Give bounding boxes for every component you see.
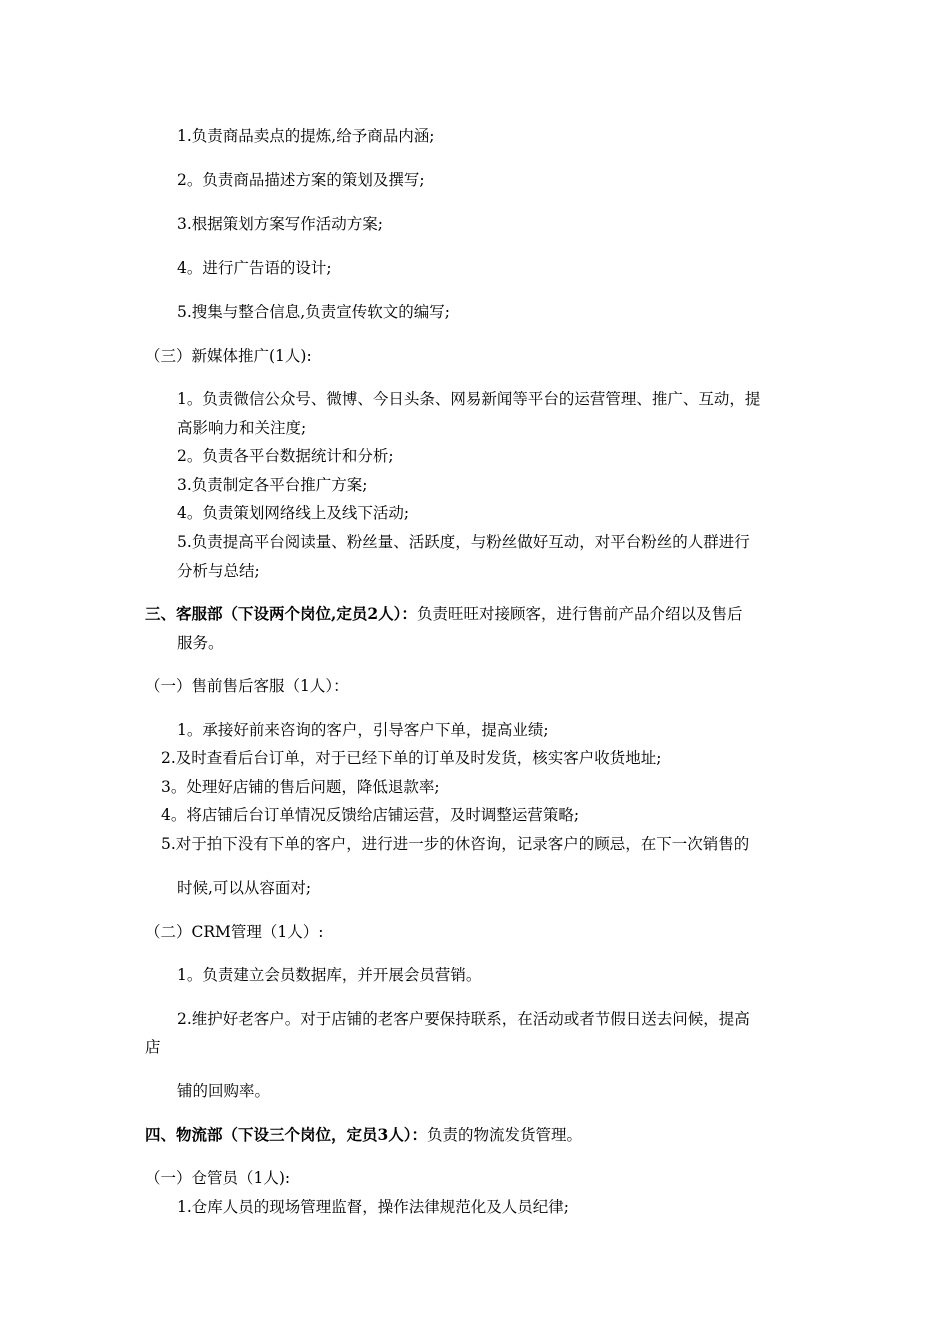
subsection-heading: （一）售前售后客服（1人）：: [145, 677, 349, 695]
list-item: 1.仓库人员的现场管理监督，操作法律规范化及人员纪律;: [177, 1198, 570, 1216]
list-item: 1.负责商品卖点的提炼,给予商品内涵;: [177, 127, 435, 145]
section-description: 负责的物流发货管理。: [427, 1126, 583, 1144]
list-item: 3.根据策划方案写作活动方案;: [177, 215, 384, 233]
section-description-continuation: 服务。: [177, 634, 224, 652]
list-item: 2。负责商品描述方案的策划及撰写;: [177, 171, 425, 189]
list-item: 2。负责各平台数据统计和分析;: [177, 447, 394, 465]
list-item: 4。负责策划网络线上及线下活动;: [177, 504, 410, 522]
subsection-heading: （二）CRM管理（1人）:: [145, 923, 324, 941]
section-description: 负责旺旺对接顾客，进行售前产品介绍以及售后: [416, 605, 743, 623]
list-item-continuation: 高影响力和关注度;: [177, 419, 307, 437]
section-title: 四、物流部（下设三个岗位，定员3人）：: [145, 1125, 428, 1144]
list-item-continuation: 铺的回购率。: [177, 1082, 271, 1100]
list-item: 1。负责建立会员数据库，并开展会员营销。: [177, 966, 482, 984]
list-item: 5.负责提高平台阅读量、粉丝量、活跃度，与粉丝做好互动，对平台粉丝的人群进行: [177, 533, 750, 551]
list-item: 3.负责制定各平台推广方案;: [177, 476, 368, 494]
list-item: 1。承接好前来咨询的客户，引导客户下单，提高业绩;: [177, 721, 549, 739]
section-heading: [145, 605, 742, 623]
subsection-heading: （一）仓管员（1人):: [145, 1169, 291, 1187]
list-item: 3。处理好店铺的售后问题，降低退款率;: [161, 778, 440, 796]
list-item: 4。将店铺后台订单情况反馈给店铺运营，及时调整运营策略;: [161, 806, 580, 824]
list-item: 1。负责微信公众号、微博、今日头条、网易新闻等平台的运营管理、推广、互动，提: [177, 390, 761, 408]
list-item: 4。进行广告语的设计;: [177, 259, 332, 277]
list-item-continuation: 店: [145, 1038, 161, 1056]
list-item: 2.维护好老客户。对于店铺的老客户要保持联系，在活动或者节假日送去问候，提高: [177, 1010, 750, 1028]
list-item: 5.搜集与整合信息,负责宣传软文的编写;: [177, 303, 450, 321]
list-item-continuation: 时候,可以从容面对;: [177, 879, 312, 897]
subsection-heading: （三）新媒体推广(1人):: [145, 347, 312, 365]
section-heading: [145, 1126, 582, 1144]
list-item-continuation: 分析与总结;: [177, 562, 260, 580]
list-item: 5.对于拍下没有下单的客户，进行进一步的休咨询，记录客户的顾忌，在下一次销售的: [161, 835, 750, 853]
section-title: 三、客服部（下设两个岗位,定员2人）：: [145, 604, 417, 623]
list-item: 2.及时查看后台订单，对于已经下单的订单及时发货，核实客户收货地址;: [161, 749, 662, 767]
